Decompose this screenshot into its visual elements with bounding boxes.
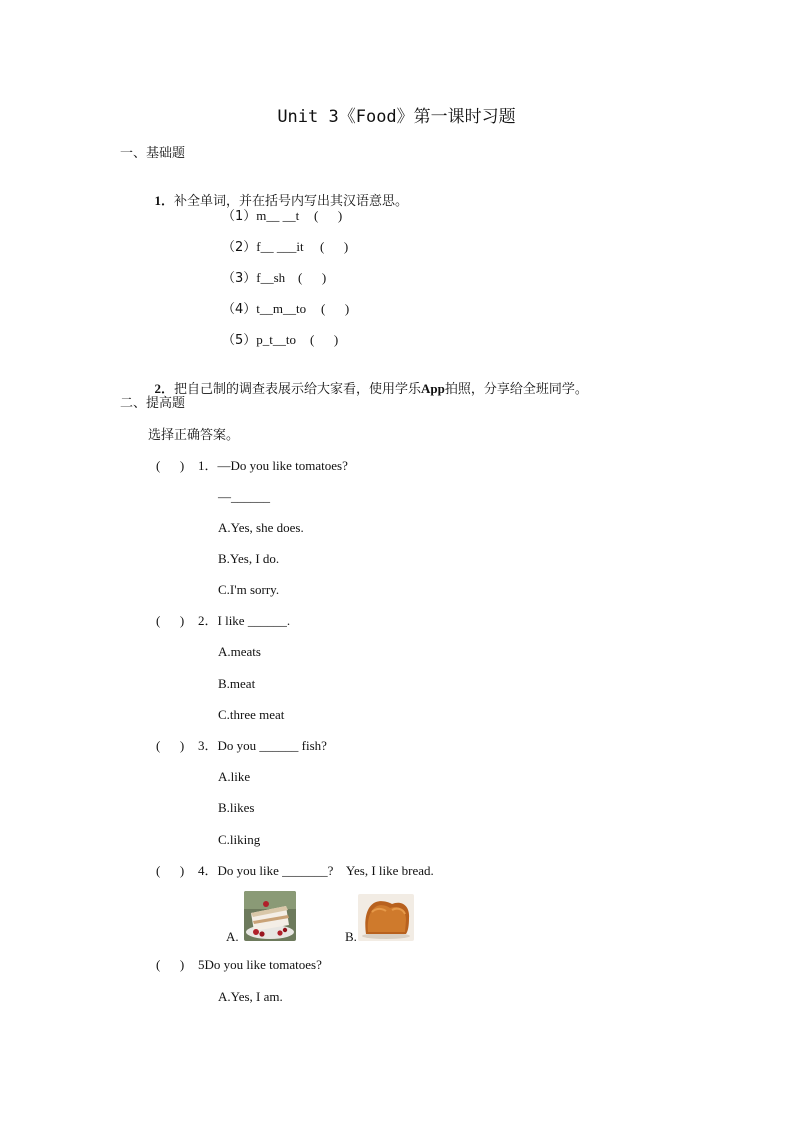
page-title: Unit 3《Food》第一课时习题 [277,107,516,127]
word-item: （3）f__sh [222,270,286,286]
answer-paren[interactable]: ( ) [156,458,185,473]
option[interactable]: A. [226,929,239,944]
option[interactable]: B.meat [218,676,256,691]
option[interactable]: C.I'm sorry. [218,582,280,597]
answer-paren[interactable]: ( ) [314,208,343,223]
question-text: 5Do you like tomatoes? [198,957,322,972]
cake-image[interactable] [244,891,296,941]
option[interactable]: C.three meat [218,707,285,722]
question-2-prompt: 2．把自己制的调查表展示给大家看，使用学乐App拍照，分享给全班同学。 [154,381,588,397]
word-item: （5）p_t__to [222,332,297,348]
word-item: （4）t__m__to [222,301,307,317]
answer-paren[interactable]: ( ) [298,270,327,285]
answer-paren[interactable]: ( ) [156,613,185,628]
answer-paren[interactable]: ( ) [156,738,185,753]
answer-paren[interactable]: ( ) [310,332,339,347]
option[interactable]: B. [345,929,357,944]
option[interactable]: C.liking [218,832,261,847]
answer-paren[interactable]: ( ) [321,301,350,316]
option[interactable]: B.Yes, I do. [218,551,280,566]
instruction: 选择正确答案。 [148,428,240,443]
option[interactable]: A.like [218,769,251,784]
question-text: 1．—Do you like tomatoes? [198,458,348,473]
option[interactable]: B.likes [218,800,255,815]
option[interactable]: A.Yes, she does. [218,520,304,535]
section-heading-advanced: 二、提高题 [120,396,186,411]
answer-paren[interactable]: ( ) [156,957,185,972]
section-heading-basic: 一、基础题 [120,146,186,161]
option[interactable]: A.Yes, I am. [218,989,283,1004]
question-text: 2．I like ______. [198,613,291,628]
answer-paren[interactable]: ( ) [156,863,185,878]
question-text: 4．Do you like _______? Yes, I like bread. [198,863,434,878]
bread-image[interactable] [358,894,414,941]
question-text: 3．Do you ______ fish? [198,738,327,753]
word-item: （1）m__ __t [222,208,300,224]
question-number: 1． [154,193,175,208]
question-1-prompt: 1．补全单词，并在括号内写出其汉语意思。 [154,193,409,209]
answer-paren[interactable]: ( ) [320,239,349,254]
word-item: （2）f__ ___it [222,239,304,255]
answer-blank: —______ [218,489,270,504]
option[interactable]: A.meats [218,644,261,659]
